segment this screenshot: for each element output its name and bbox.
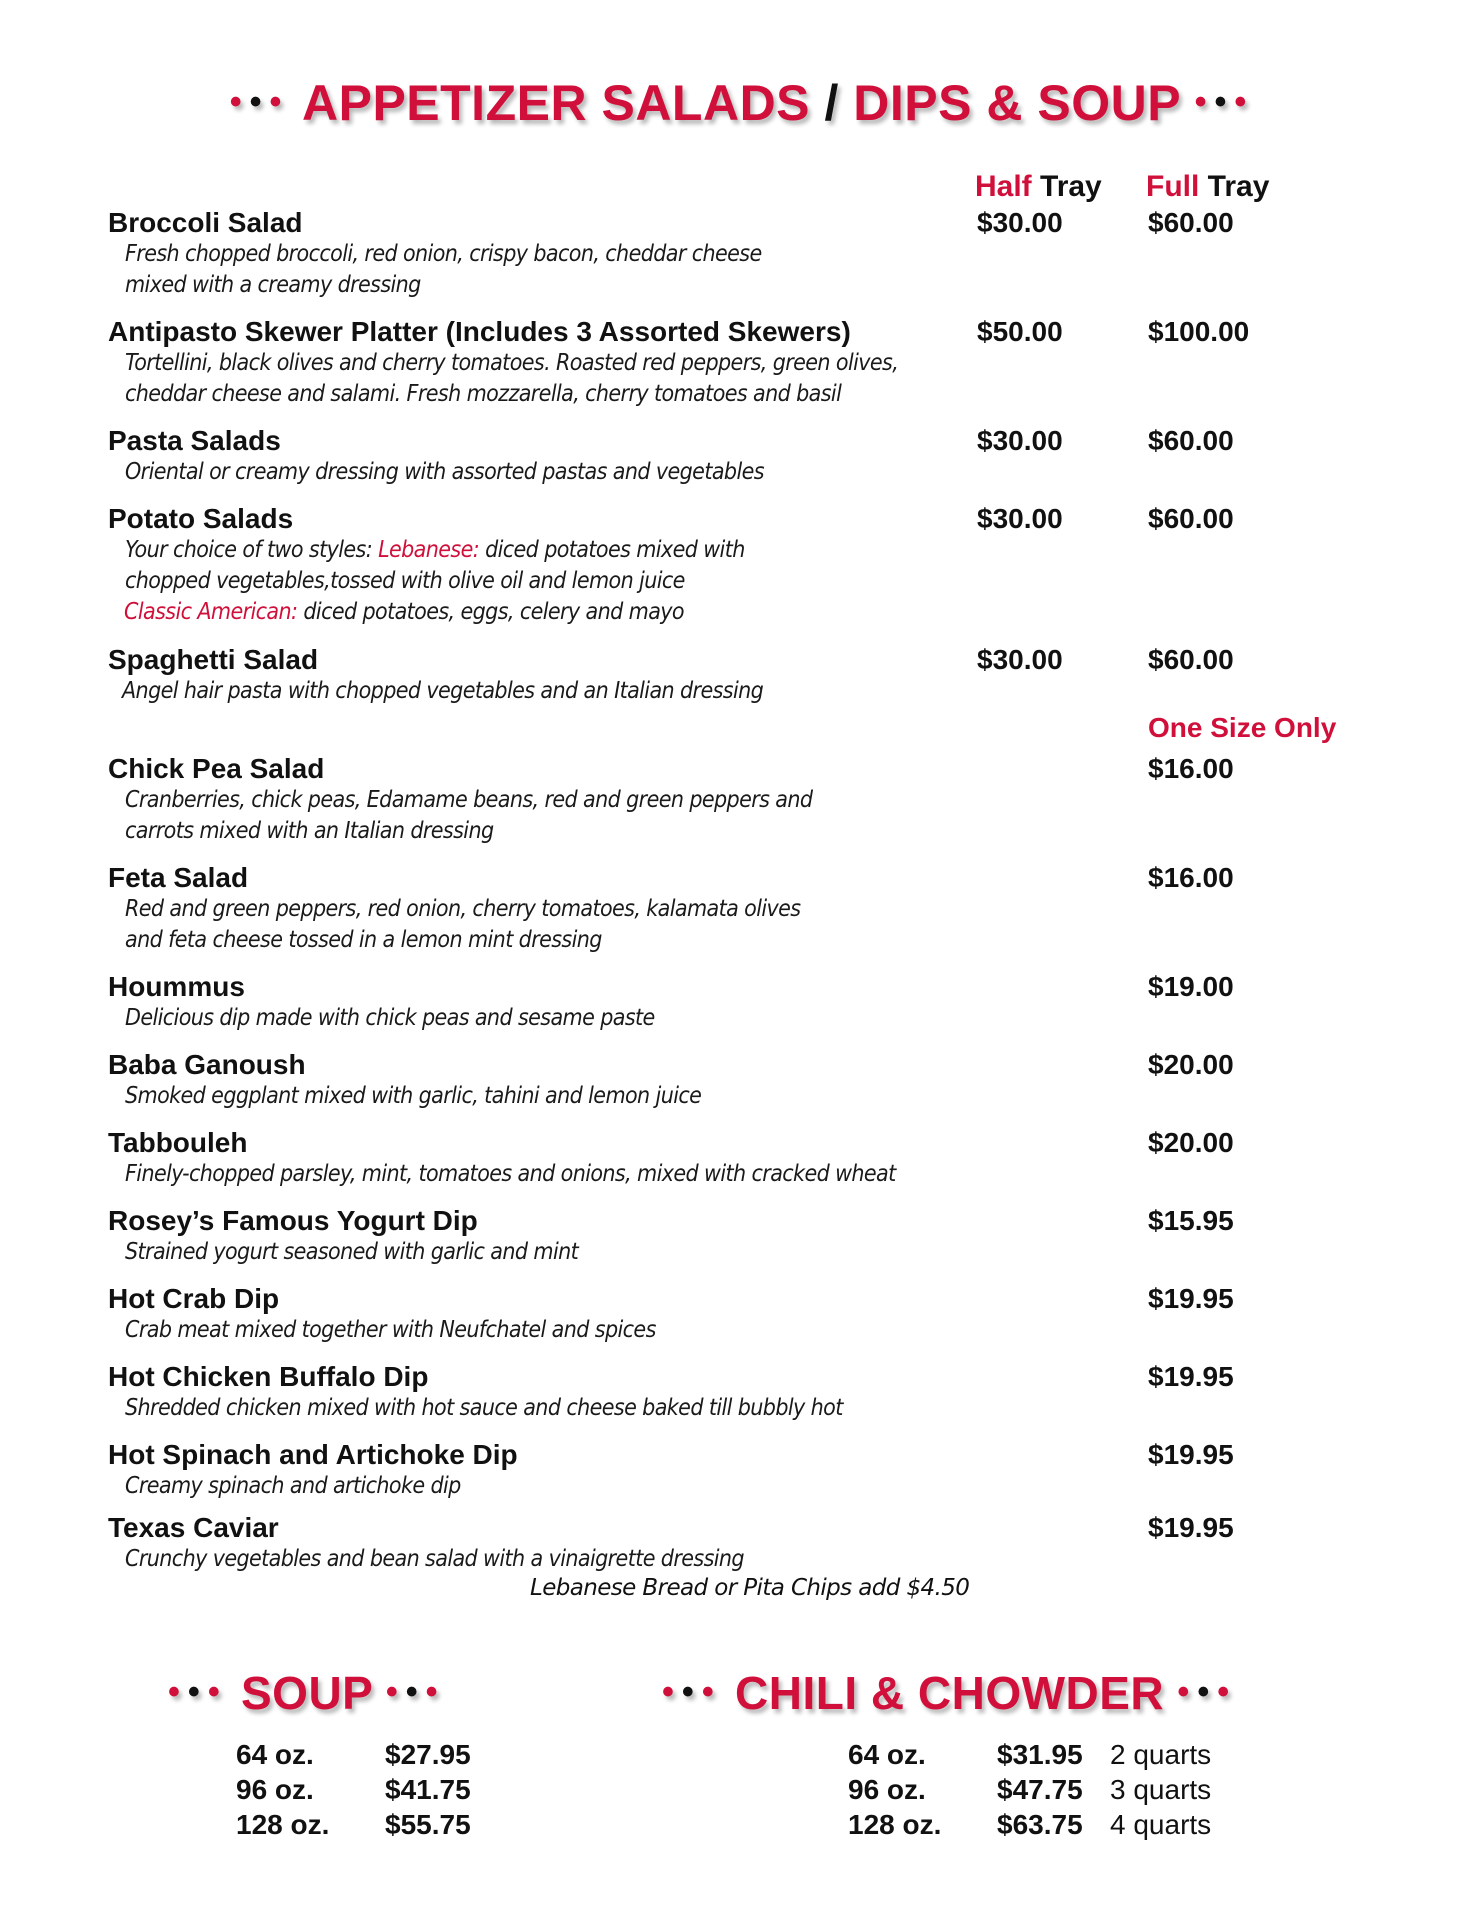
item-name: Pasta Salads [108,425,281,456]
bread-note: Lebanese Bread or Pita Chips add $4.50 [530,1575,970,1601]
item-name: Hot Chicken Buffalo Dip [108,1361,429,1392]
chili-chowder-heading: ••• CHILI & CHOWDER ••• [662,1667,1238,1719]
item-name: Spaghetti Salad [108,644,319,675]
price: $27.95 [385,1739,471,1770]
item-description: Crab meat mixed together with Neufchatel and spices [125,1317,656,1343]
price-one-size: $19.95 [1148,1361,1234,1392]
soup-size-table [236,1737,536,1842]
soup-size-row [236,1772,536,1807]
item-description: Fresh chopped broccoli, red onion, crispy bacon, cheddar cheese [125,241,762,267]
price-full-tray: $60.00 [1148,644,1234,675]
size: 64 oz. [236,1739,314,1770]
menu-item-baba-ganoush [108,1049,1368,1112]
item-name: Potato Salads [108,503,294,534]
item-description: Tortellini, black olives and cherry tomatoes. Roasted red peppers, green olives, [125,350,899,376]
menu-item-antipasto-skewer-platter [108,316,1368,410]
menu-item-chick-pea-salad [108,753,1368,847]
item-description: cheddar cheese and salami. Fresh mozzarella, cherry tomatoes and basil [125,381,842,407]
title-appetizer-salads: APPETIZER SALADS [301,75,811,131]
price-one-size: $20.00 [1148,1127,1234,1158]
menu-item-hot-crab-dip [108,1283,1368,1346]
price-one-size: $19.00 [1148,971,1234,1002]
price: $41.75 [385,1774,471,1805]
item-description: Delicious dip made with chick peas and sesame paste [125,1005,655,1031]
menu-item-hoummus [108,971,1368,1034]
item-description: mixed with a creamy dressing [125,272,421,298]
item-description: Crunchy vegetables and bean salad with a vinaigrette dressing [125,1546,744,1572]
price: $47.75 [997,1774,1083,1805]
decorative-dots: ••• [1177,1673,1238,1712]
style-label-lebanese: Lebanese: [378,537,480,563]
chili-size-row [848,1737,1248,1772]
price-one-size: $19.95 [1148,1512,1234,1543]
quarts: 4 quarts [1110,1809,1212,1840]
price-full-tray: $60.00 [1148,207,1234,238]
item-description: and feta cheese tossed in a lemon mint dressing [125,927,602,953]
item-name: Hot Spinach and Artichoke Dip [108,1439,518,1470]
size: 96 oz. [848,1774,926,1805]
item-name: Rosey’s Famous Yogurt Dip [108,1205,478,1236]
item-name: Tabbouleh [108,1127,248,1158]
item-name: Baba Ganoush [108,1049,306,1080]
size: 128 oz. [848,1809,942,1840]
price-one-size: $20.00 [1148,1049,1234,1080]
item-name: Hoummus [108,971,245,1002]
price-one-size: $16.00 [1148,753,1234,784]
title-dips-soup: DIPS & SOUP [853,75,1181,131]
chili-size-row [848,1807,1248,1842]
item-name: Broccoli Salad [108,207,303,238]
item-description: Angel hair pasta with chopped vegetables and an Italian dressing [122,678,764,704]
item-description: Cranberries, chick peas, Edamame beans, red and green peppers and [125,787,813,813]
item-description: Your choice of two styles: Lebanese: diced potatoes mixed with [125,537,745,563]
price-full-tray: $60.00 [1148,503,1234,534]
page-title [0,74,1484,132]
item-description: Shredded chicken mixed with hot sauce and cheese baked till bubbly hot [125,1395,843,1421]
menu-item-spaghetti-salad [108,644,1368,707]
size: 128 oz. [236,1809,330,1840]
chili-size-row [848,1772,1248,1807]
decorative-dots: ••• [168,1673,228,1712]
decorative-dots: ••• [1194,83,1255,122]
item-description: Red and green peppers, red onion, cherry tomatoes, kalamata olives [125,896,801,922]
item-description: Strained yogurt seasoned with garlic and mint [125,1239,579,1265]
price-half-tray: $30.00 [977,425,1063,456]
menu-item-potato-salads [108,503,1368,628]
title-separator: / [824,75,839,131]
menu-item-pasta-salads [108,425,1368,488]
item-description: Smoked eggplant mixed with garlic, tahini and lemon juice [125,1083,702,1109]
size: 96 oz. [236,1774,314,1805]
quarts: 2 quarts [1110,1739,1212,1770]
price-one-size: $19.95 [1148,1283,1234,1314]
item-description: carrots mixed with an Italian dressing [125,818,494,844]
item-name: Hot Crab Dip [108,1283,280,1314]
price: $31.95 [997,1739,1083,1770]
price-half-tray: $30.00 [977,644,1063,675]
chili-size-table [848,1737,1248,1842]
price-full-tray: $60.00 [1148,425,1234,456]
menu-item-texas-caviar [108,1512,1368,1575]
menu-item-hot-spinach-artichoke-dip [108,1439,1368,1502]
item-name: Feta Salad [108,862,249,893]
size: 64 oz. [848,1739,926,1770]
menu-item-hot-chicken-buffalo-dip [108,1361,1368,1424]
item-description: Classic American: diced potatoes, eggs, celery and mayo [124,599,684,625]
item-description: Finely-chopped parsley, mint, tomatoes and onions, mixed with cracked wheat [125,1161,896,1187]
menu-item-tabbouleh [108,1127,1368,1190]
menu-item-broccoli-salad [108,207,1368,301]
price: $55.75 [385,1809,471,1840]
column-one-size-only: One Size Only [1148,712,1337,743]
price-half-tray: $30.00 [977,503,1063,534]
price-one-size: $19.95 [1148,1439,1234,1470]
column-full-tray: Full Tray [1146,170,1270,203]
price: $63.75 [997,1809,1083,1840]
item-description: Creamy spinach and artichoke dip [125,1473,461,1499]
item-name: Antipasto Skewer Platter (Includes 3 Assorted Skewers) [108,316,851,347]
soup-size-row [236,1807,536,1842]
item-description: chopped vegetables,tossed with olive oil and lemon juice [125,568,685,594]
price-one-size: $16.00 [1148,862,1234,893]
price-one-size: $15.95 [1148,1205,1234,1236]
style-label-classic-american: Classic American: [124,599,298,625]
column-half-tray: Half Tray [975,170,1102,203]
soup-size-row [236,1737,536,1772]
menu-item-feta-salad [108,862,1368,956]
quarts: 3 quarts [1110,1774,1212,1805]
price-half-tray: $30.00 [977,207,1063,238]
price-full-tray: $100.00 [1148,316,1250,347]
decorative-dots: ••• [229,83,290,122]
decorative-dots: ••• [385,1673,446,1712]
item-description: Oriental or creamy dressing with assorted pastas and vegetables [125,459,764,485]
item-name: Chick Pea Salad [108,753,325,784]
item-name: Texas Caviar [108,1512,279,1543]
soup-heading: ••• SOUP ••• [168,1667,446,1719]
decorative-dots: ••• [662,1673,722,1712]
menu-item-roseys-famous-yogurt-dip [108,1205,1368,1268]
price-half-tray: $50.00 [977,316,1063,347]
